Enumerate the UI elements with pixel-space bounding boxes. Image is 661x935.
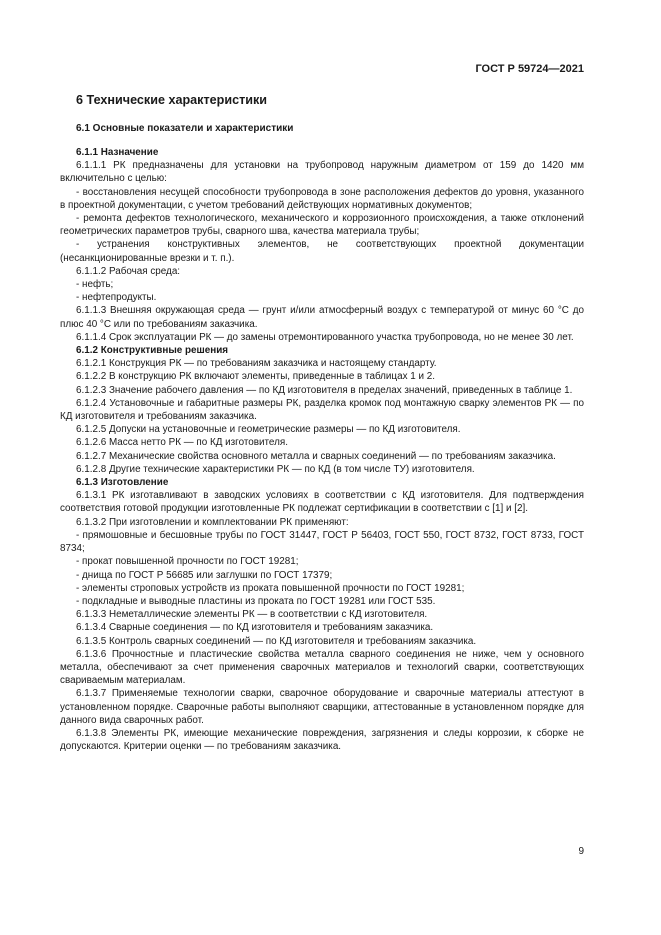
paragraph: 6.1.3.5 Контроль сварных соединений — по КД изготовителя и требованиям заказчика. <box>76 635 477 647</box>
page-content <box>60 92 584 753</box>
paragraph: - ремонта дефектов технологического, механического и коррозионного происхождения, а также отклонений геометрических параметров трубы, сварного шва, качества материала трубы; <box>60 213 584 238</box>
paragraph: - подкладные и выводные пластины из проката по ГОСТ 19281 или ГОСТ 535. <box>76 595 436 607</box>
clause-heading: 6.1.1 Назначение <box>76 147 159 158</box>
paragraph: - прокат повышенной прочности по ГОСТ 19281; <box>76 556 299 568</box>
paragraph: - днища по ГОСТ Р 56685 или заглушки по ГОСТ 17379; <box>76 569 333 581</box>
subsection-title: 6.1 Основные показатели и характеристики <box>76 123 294 134</box>
paragraph: 6.1.1.1 РК предназначены для установки на трубопровод наружным диаметром от 159 до 1420 мм включительно с целью: <box>60 160 584 185</box>
paragraph: - нефтепродукты. <box>76 292 157 304</box>
paragraph: 6.1.1.2 Рабочая среда: <box>76 265 181 277</box>
paragraph: 6.1.2.8 Другие технические характеристики РК — по КД (в том числе ТУ) изготовителя. <box>76 463 475 475</box>
paragraph: 6.1.3.8 Элементы РК, имеющие механические повреждения, загрязнения и следы коррозии, к сборке не допускаются. Критерии оценки — по требованиям заказчика. <box>60 727 584 753</box>
paragraph: - нефть; <box>76 279 114 291</box>
paragraph: 6.1.2.4 Установочные и габаритные размеры РК, разделка кромок под монтажную сварку элементов РК — по КД изготовителя и требованиям заказчика. <box>60 397 584 423</box>
paragraph: 6.1.3.7 Применяемые технологии сварки, сварочное оборудование и сварочные материалы аттестуют в установленном порядке. Сварочные работы выполняют сварщики, аттестованные в установленном порядке для данного вида сварочных работ. <box>60 688 584 726</box>
paragraph: 6.1.1.4 Срок эксплуатации РК — до замены отремонтированного участка трубопровода, но не менее 30 лет. <box>76 331 574 343</box>
clause-heading: 6.1.2 Конструктивные решения <box>76 345 229 357</box>
paragraph: - прямошовные и бесшовные трубы по ГОСТ 31447, ГОСТ Р 56403, ГОСТ 550, ГОСТ 8732, ГОСТ 8733, ГОСТ 8734; <box>60 529 584 555</box>
paragraph: 6.1.3.4 Сварные соединения — по КД изготовителя и требованиям заказчика. <box>76 622 434 634</box>
paragraph: 6.1.2.6 Масса нетто РК — по КД изготовителя. <box>76 437 288 449</box>
body-text <box>60 146 584 753</box>
paragraph: 6.1.2.2 В конструкцию РК включают элементы, приведенные в таблицах 1 и 2. <box>76 371 435 383</box>
paragraph: 6.1.3.3 Неметаллические элементы РК — в соответствии с КД изготовителя. <box>76 609 428 621</box>
paragraph: 6.1.2.1 Конструкция РК — по требованиям заказчика и настоящему стандарту. <box>76 358 437 370</box>
paragraph: - устранения конструктивных элементов, не соответствующих проектной документации (несанкционированные врезки и т. п.). <box>60 239 584 264</box>
paragraph: - восстановления несущей способности трубопровода в зоне расположения дефектов до уровня, указанного в проектной документации, с учетом требований действующих нормативных документов; <box>60 186 584 211</box>
document-code: ГОСТ Р 59724—2021 <box>475 63 584 75</box>
clause-heading: 6.1.3 Изготовление <box>76 477 169 489</box>
paragraph: 6.1.3.2 При изготовлении и комплектовании РК применяют: <box>76 516 349 528</box>
paragraph: 6.1.3.6 Прочностные и пластические свойства металла сварного соединения не ниже, чем у основного металла, обеспечивают за счет применения сварочных материалов и технологий сварки, соответствующих свариваемым материалам. <box>60 648 584 687</box>
page-number: 9 <box>578 846 584 857</box>
paragraph: - элементы строповых устройств из проката повышенной прочности по ГОСТ 19281; <box>76 582 465 594</box>
paragraph: 6.1.2.5 Допуски на установочные и геометрические размеры — по КД изготовителя. <box>76 424 461 436</box>
paragraph: 6.1.3.1 РК изготавливают в заводских условиях в соответствии с КД изготовителя. Для подтверждения соответствия готовой продукции изготовленные РК подлежат сертификации в соответствии с [1] и [2]. <box>60 490 584 515</box>
section-title: 6 Технические характеристики <box>76 93 268 107</box>
paragraph: 6.1.1.3 Внешняя окружающая среда — грунт и/или атмосферный воздух с температурой от минус 60 °С до плюс 40 °С или по требованиям заказчика. <box>60 305 584 330</box>
paragraph: 6.1.2.7 Механические свойства основного металла и сварных соединений — по требованиям заказчика. <box>76 450 556 462</box>
paragraph: 6.1.2.3 Значение рабочего давления — по КД изготовителя в пределах значений, приведенных в таблице 1. <box>76 384 573 396</box>
